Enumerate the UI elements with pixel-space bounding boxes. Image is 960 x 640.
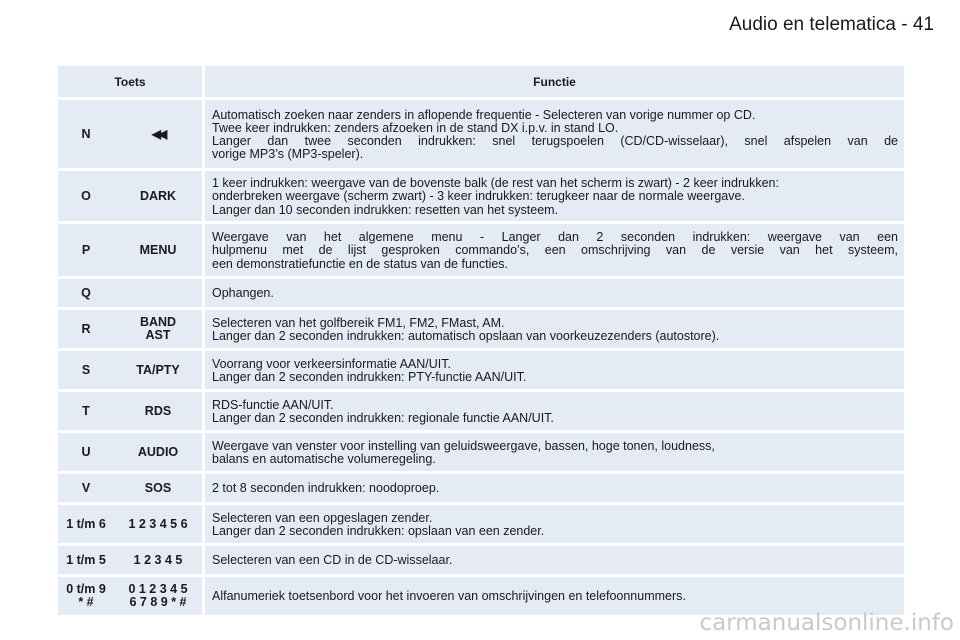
key-label: 1 2 3 4 5 — [133, 552, 183, 567]
table-row — [58, 474, 904, 502]
function-line: hulpmenu met de lijst gesproken commando’s, een omschrijving van de versie van het systeem, — [212, 243, 898, 258]
header-function: Functie — [205, 66, 904, 97]
key-label — [114, 279, 202, 307]
function-cell — [202, 279, 904, 307]
function-cell — [202, 505, 904, 543]
row-letter: U — [81, 444, 91, 459]
function-cell — [202, 310, 904, 348]
function-line: vorige MP3’s (MP3-speler). — [212, 147, 364, 162]
function-line: een demonstratiefunctie en de status van de functies. — [212, 256, 509, 271]
function-line: Langer dan twee seconden indrukken: snel terugspoelen (CD/CD-wisselaar), snel afspelen van de — [212, 134, 898, 148]
key-label: RDS — [144, 403, 172, 418]
table-row — [58, 171, 904, 221]
row-letter: N — [81, 126, 91, 141]
function-cell — [202, 474, 904, 502]
function-line: Selecteren van een opgeslagen zender. — [212, 510, 433, 525]
page-title: Audio en telematica - 41 — [729, 14, 934, 35]
function-line: Automatisch zoeken naar zenders in aflopende frequentie - Selecteren van vorige nummer op CD. — [212, 107, 756, 122]
table-row — [58, 279, 904, 307]
function-cell — [202, 546, 904, 574]
function-table — [58, 66, 904, 618]
table-row — [58, 224, 904, 276]
function-line: Langer dan 2 seconden indrukken: PTY-functie AAN/UIT. — [212, 370, 527, 384]
key-label: AUDIO — [137, 444, 179, 459]
table-row — [58, 392, 904, 430]
table-row — [58, 351, 904, 389]
function-line: Selecteren van een CD in de CD-wisselaar. — [212, 553, 453, 568]
key-label: TA/PTY — [136, 362, 180, 377]
function-line: onderbreken weergave (scherm zwart) - 3 keer indrukken: terugkeer naar de normale weergave. — [212, 189, 745, 204]
row-letter: 1 t/m 5 — [66, 552, 106, 567]
row-letter: Q — [81, 285, 91, 300]
key-label-line: AST — [145, 328, 171, 342]
function-cell — [202, 171, 904, 221]
header-key: Toets — [58, 66, 202, 97]
key-label: DARK — [139, 188, 177, 203]
table-row — [58, 546, 904, 574]
function-line: RDS-functie AAN/UIT. — [212, 397, 334, 412]
key-label: MENU — [139, 242, 177, 257]
function-line: Alfanumeriek toetsenbord voor het invoeren van omschrijvingen en telefoonnummers. — [212, 589, 686, 604]
function-line: Selecteren van het golfbereik FM1, FM2, FMast, AM. — [212, 315, 505, 330]
table-row — [58, 100, 904, 168]
function-line: Langer dan 2 seconden indrukken: automatisch opslaan van voorkeuzezenders (autostore). — [212, 329, 720, 343]
function-line: 2 tot 8 seconden indrukken: noodoproep. — [212, 481, 440, 496]
watermark: carmanualsonline.info — [699, 610, 954, 636]
function-cell — [202, 351, 904, 389]
row-letter: R — [81, 321, 91, 336]
row-letter-line: 0 t/m 9 — [66, 582, 106, 596]
function-line: balans en automatische volumeregeling. — [212, 452, 436, 466]
function-line: Langer dan 10 seconden indrukken: resetten van het systeem. — [212, 202, 559, 217]
table-row — [58, 505, 904, 543]
key-label-line: 6 7 8 9 * # — [129, 595, 187, 609]
key-label-line: 0 1 2 3 4 5 — [128, 582, 188, 596]
key-label-line: BAND — [139, 315, 177, 329]
function-line: Voorrang voor verkeersinformatie AAN/UIT. — [212, 356, 451, 371]
table-row — [58, 433, 904, 471]
row-letter-line: * # — [78, 595, 94, 609]
row-letter: S — [81, 362, 91, 377]
key-label: SOS — [144, 480, 172, 495]
function-line: Weergave van het algemene menu - Langer dan 2 seconden indrukken: weergave van een — [212, 230, 898, 245]
key-label — [114, 310, 202, 348]
function-cell — [202, 100, 904, 168]
function-cell — [202, 433, 904, 471]
key-label — [114, 577, 202, 615]
function-line: Twee keer indrukken: zenders afzoeken in de stand DX i.p.v. in stand LO. — [212, 120, 619, 135]
rewind-previous-icon: ◀◀ — [151, 126, 165, 141]
key-cell — [114, 100, 202, 168]
function-line: Langer dan 2 seconden indrukken: regionale functie AAN/UIT. — [212, 411, 554, 425]
row-letter: V — [81, 480, 91, 495]
row-letter: T — [82, 403, 90, 418]
table-row — [58, 310, 904, 348]
function-line: 1 keer indrukken: weergave van de bovenste balk (de rest van het scherm is zwart) - 2 keer indrukken: — [212, 176, 779, 191]
row-letter: O — [81, 188, 91, 203]
row-letter — [58, 577, 114, 615]
function-cell — [202, 392, 904, 430]
function-line: Langer dan 2 seconden indrukken: opslaan van een zender. — [212, 524, 545, 538]
function-line: Weergave van venster voor instelling van geluidsweergave, bassen, hoge tonen, loudness, — [212, 438, 715, 453]
row-letter: P — [81, 242, 91, 257]
function-cell — [202, 224, 904, 276]
row-letter: 1 t/m 6 — [66, 516, 106, 531]
key-label: 1 2 3 4 5 6 — [128, 516, 188, 531]
table-header — [58, 66, 904, 97]
function-line: Ophangen. — [212, 286, 274, 301]
